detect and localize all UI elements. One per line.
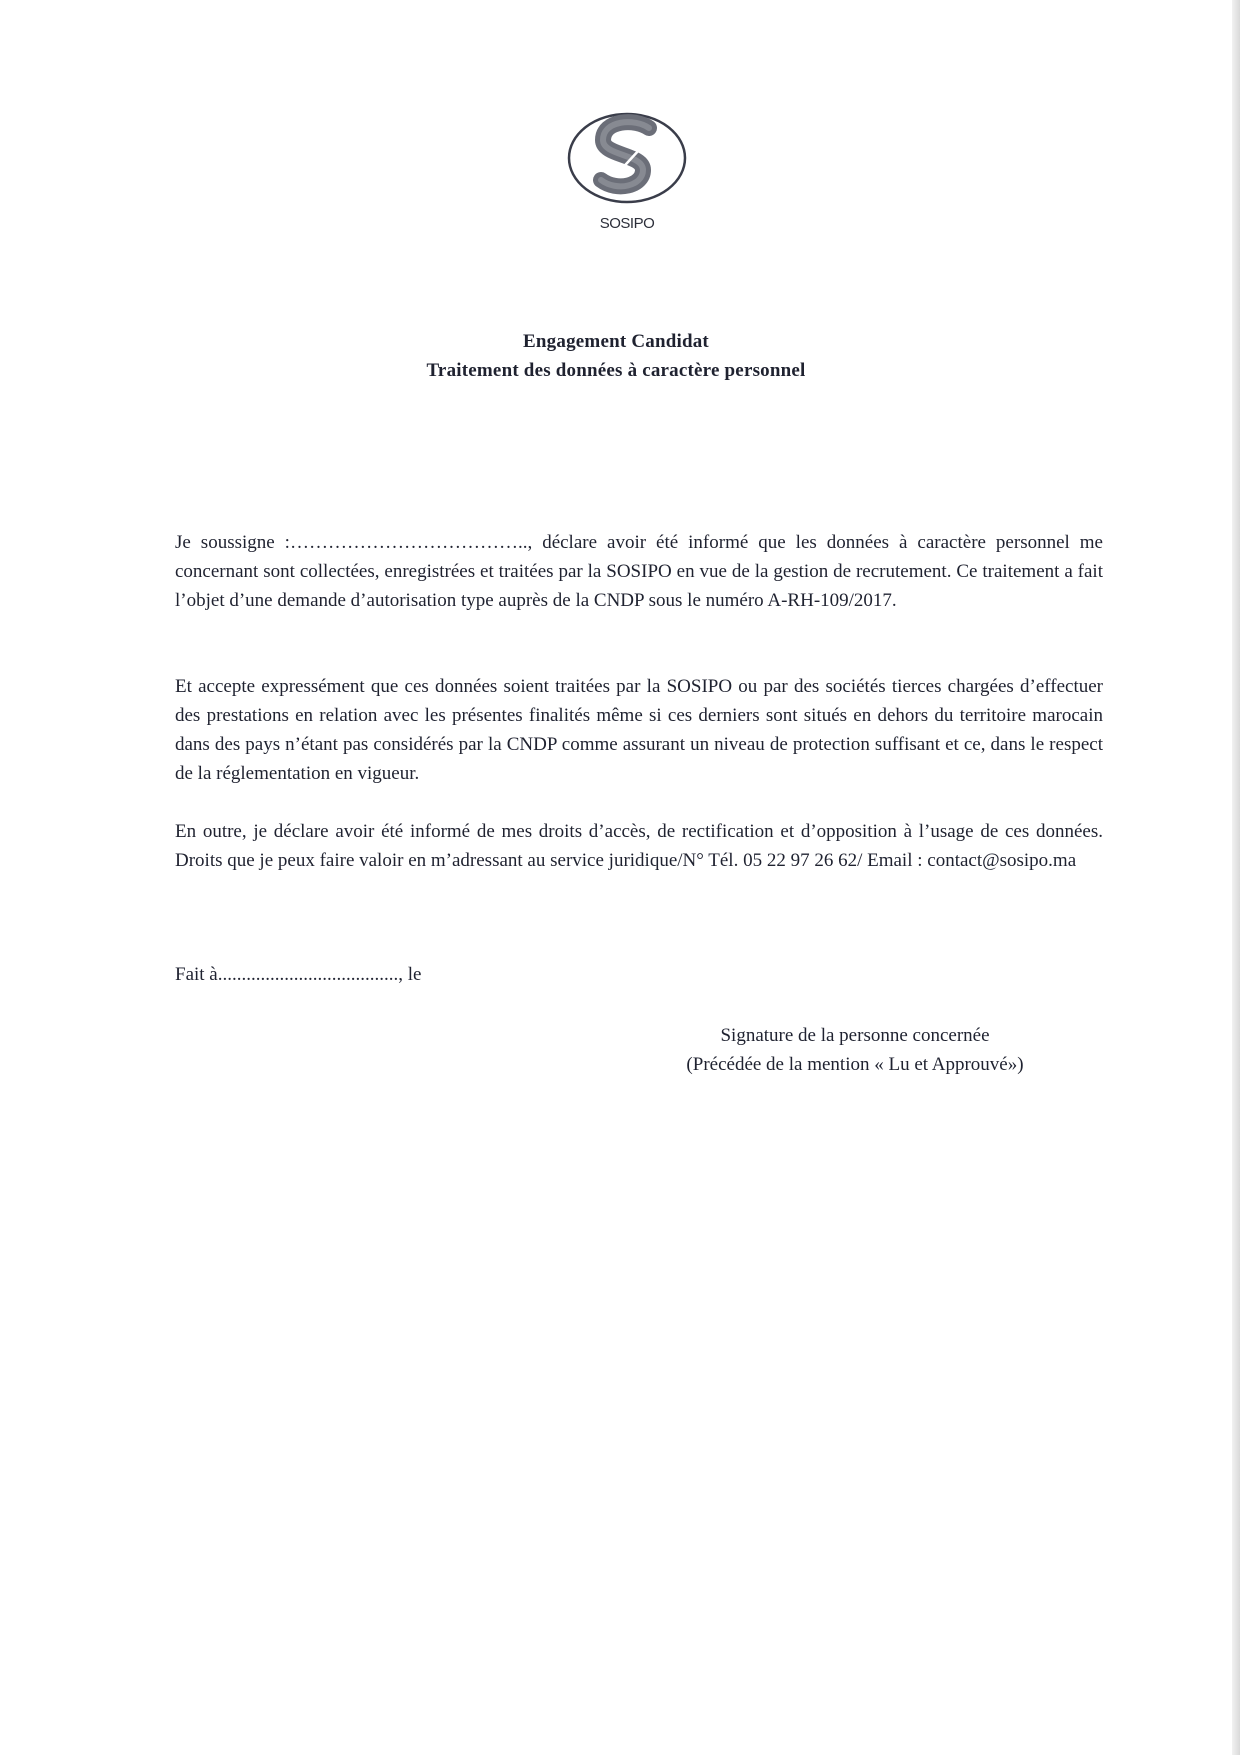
paragraph-declaration: Je soussigne :……………………………….., déclare avoir été informé que les données à caractère personnel me concernant sont collectées, enregistrées et traitées par la SOSIPO en vue de la gestion de recrutement. Ce traitement a fait l’objet d’une demande d’autorisation type auprès de la CNDP sous le numéro A-RH-109/2017. — [175, 532, 1103, 611]
logo-wordmark: SOSIPO — [599, 215, 655, 232]
sosipo-s-emblem-icon — [565, 106, 689, 236]
document-subtitle: Traitement des données à caractère personnel — [426, 360, 806, 381]
signature-label: Signature de la personne concernée — [720, 1025, 990, 1046]
signature-mention: (Précédée de la mention « Lu et Approuvé») — [686, 1054, 1024, 1075]
place-date-line: Fait à......................................, le — [175, 964, 422, 985]
company-logo — [565, 106, 689, 236]
document-title: Engagement Candidat — [523, 331, 709, 352]
scan-page-edge — [1232, 0, 1240, 1755]
paragraph-rights: En outre, je déclare avoir été informé de mes droits d’accès, de rectification et d’opposition à l’usage de ces données. Droits que je peux faire valoir en m’adressant au service juridique/N° Tél. 05 22 97 26 62/ Email : contact@sosipo.ma — [175, 821, 1103, 871]
paragraph-acceptance: Et accepte expressément que ces données soient traitées par la SOSIPO ou par des sociétés tierces chargées d’effectuer des prestations en relation avec les présentes finalités même si ces derniers sont situés en dehors du territoire marocain dans des pays n’étant pas considérés par la CNDP comme assurant un niveau de protection suffisant et ce, dans le respect de la réglementation en vigueur. — [175, 676, 1103, 784]
